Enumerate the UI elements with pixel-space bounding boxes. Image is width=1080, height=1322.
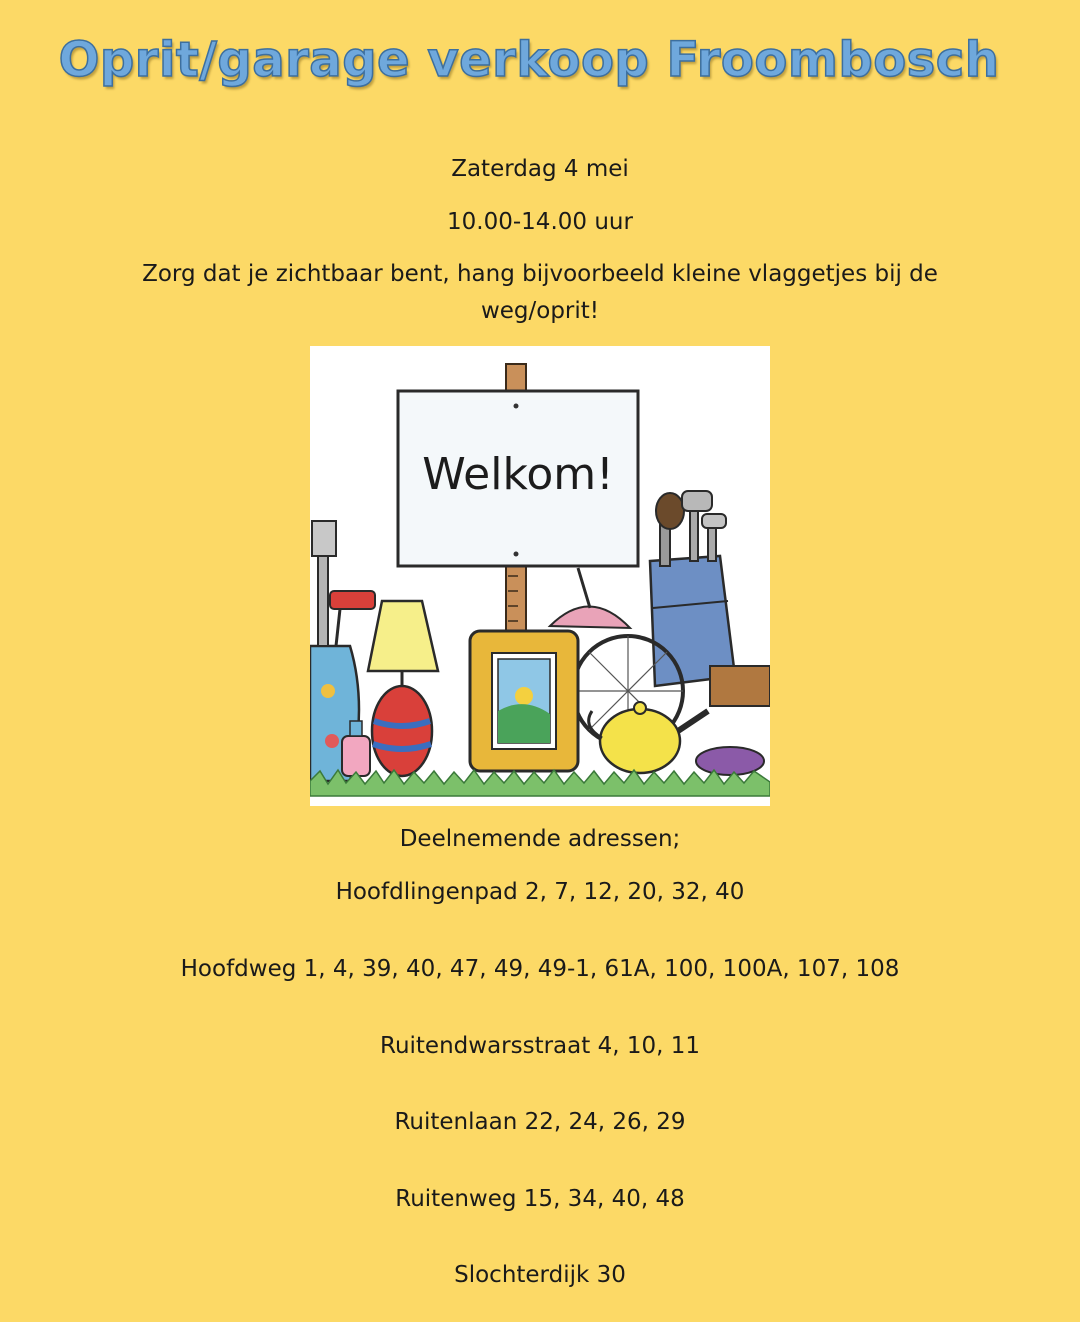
event-date: Zaterdag 4 mei [451,156,629,182]
address-ruitendwarsstraat: Ruitendwarsstraat 4, 10, 11 [380,1033,700,1059]
address-slochterdijk: Slochterdijk 30 [454,1262,626,1288]
sign-text: Welkom! [422,449,614,500]
address-ruitenweg: Ruitenweg 15, 34, 40, 48 [395,1186,685,1212]
visibility-notice: Zorg dat je zichtbaar bent, hang bijvoorbeeld kleine vlaggetjes bij de weg/oprit! [142,261,938,324]
addresses-heading: Deelnemende adressen; [399,826,681,852]
address-hoofdlingenpad: Hoofdlingenpad 2, 7, 12, 20, 32, 40 [335,879,745,905]
welcome-sign-illustration [310,346,770,806]
event-time: 10.00-14.00 uur [447,209,633,235]
address-ruitenlaan: Ruitenlaan 22, 24, 26, 29 [394,1109,686,1135]
poster-title: Oprit/garage verkoop Froombosch [58,32,1000,88]
address-hoofdweg: Hoofdweg 1, 4, 39, 40, 47, 49, 49-1, 61A, 100, 100A, 107, 108 [180,956,900,982]
